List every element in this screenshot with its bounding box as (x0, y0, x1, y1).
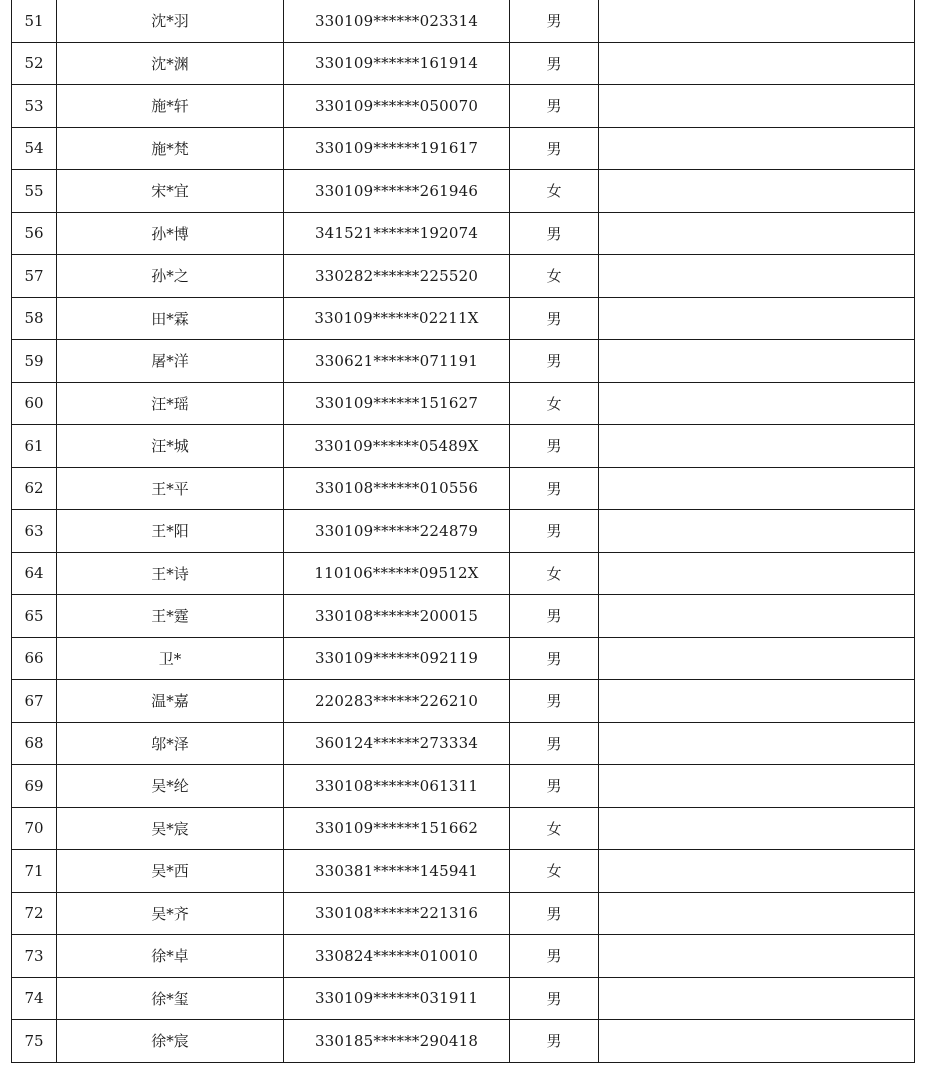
gender-cell: 男 (510, 892, 599, 935)
table-row (12, 552, 915, 595)
row-number-cell: 75 (12, 1020, 57, 1063)
id-number-cell: 330109******023314 (284, 0, 510, 42)
table-row (12, 637, 915, 680)
remarks-cell (599, 722, 915, 765)
name-cell: 屠*洋 (57, 340, 284, 383)
gender-cell: 男 (510, 510, 599, 553)
gender-cell: 男 (510, 340, 599, 383)
id-number-cell: 330109******151627 (284, 382, 510, 425)
table-row (12, 977, 915, 1020)
id-number-cell: 330824******010010 (284, 935, 510, 978)
remarks-cell (599, 42, 915, 85)
gender-cell: 女 (510, 382, 599, 425)
row-number-cell: 72 (12, 892, 57, 935)
remarks-cell (599, 680, 915, 723)
remarks-cell (599, 340, 915, 383)
name-cell: 宋*宜 (57, 170, 284, 213)
row-number-cell: 74 (12, 977, 57, 1020)
name-cell: 沈*渊 (57, 42, 284, 85)
name-cell: 汪*瑶 (57, 382, 284, 425)
remarks-cell (599, 510, 915, 553)
remarks-cell (599, 382, 915, 425)
id-number-cell: 330282******225520 (284, 255, 510, 298)
table-row (12, 0, 915, 42)
gender-cell: 男 (510, 977, 599, 1020)
id-number-cell: 330109******02211X (284, 297, 510, 340)
row-number-cell: 65 (12, 595, 57, 638)
row-number-cell: 68 (12, 722, 57, 765)
name-cell: 王*诗 (57, 552, 284, 595)
name-cell: 王*阳 (57, 510, 284, 553)
row-number-cell: 55 (12, 170, 57, 213)
id-number-cell: 330109******05489X (284, 425, 510, 468)
remarks-cell (599, 850, 915, 893)
table-row (12, 255, 915, 298)
gender-cell: 男 (510, 1020, 599, 1063)
table-row (12, 595, 915, 638)
remarks-cell (599, 1020, 915, 1063)
id-number-cell: 110106******09512X (284, 552, 510, 595)
table-row (12, 170, 915, 213)
remarks-cell (599, 85, 915, 128)
gender-cell: 女 (510, 850, 599, 893)
table-row (12, 467, 915, 510)
name-cell: 孙*博 (57, 212, 284, 255)
table-row (12, 510, 915, 553)
name-cell: 邬*泽 (57, 722, 284, 765)
table-row (12, 807, 915, 850)
id-number-cell: 360124******273334 (284, 722, 510, 765)
remarks-cell (599, 467, 915, 510)
row-number-cell: 60 (12, 382, 57, 425)
gender-cell: 女 (510, 807, 599, 850)
table-row (12, 127, 915, 170)
remarks-cell (599, 297, 915, 340)
roster-table-body (12, 0, 915, 1062)
gender-cell: 男 (510, 595, 599, 638)
id-number-cell: 330621******071191 (284, 340, 510, 383)
table-row (12, 212, 915, 255)
gender-cell: 男 (510, 637, 599, 680)
table-row (12, 425, 915, 468)
row-number-cell: 67 (12, 680, 57, 723)
table-row (12, 765, 915, 808)
name-cell: 徐*宸 (57, 1020, 284, 1063)
id-number-cell: 341521******192074 (284, 212, 510, 255)
row-number-cell: 61 (12, 425, 57, 468)
row-number-cell: 58 (12, 297, 57, 340)
table-row (12, 42, 915, 85)
table-row (12, 1020, 915, 1063)
gender-cell: 男 (510, 722, 599, 765)
remarks-cell (599, 637, 915, 680)
name-cell: 卫* (57, 637, 284, 680)
row-number-cell: 63 (12, 510, 57, 553)
remarks-cell (599, 892, 915, 935)
id-number-cell: 330108******010556 (284, 467, 510, 510)
table-row (12, 340, 915, 383)
table-row (12, 935, 915, 978)
gender-cell: 男 (510, 467, 599, 510)
gender-cell: 男 (510, 85, 599, 128)
gender-cell: 男 (510, 425, 599, 468)
remarks-cell (599, 212, 915, 255)
name-cell: 沈*羽 (57, 0, 284, 42)
name-cell: 王*平 (57, 467, 284, 510)
gender-cell: 男 (510, 0, 599, 42)
remarks-cell (599, 552, 915, 595)
id-number-cell: 330109******151662 (284, 807, 510, 850)
gender-cell: 男 (510, 42, 599, 85)
remarks-cell (599, 977, 915, 1020)
id-number-cell: 330109******092119 (284, 637, 510, 680)
row-number-cell: 57 (12, 255, 57, 298)
row-number-cell: 62 (12, 467, 57, 510)
remarks-cell (599, 170, 915, 213)
roster-table (11, 0, 915, 1063)
name-cell: 吴*西 (57, 850, 284, 893)
name-cell: 田*霖 (57, 297, 284, 340)
row-number-cell: 64 (12, 552, 57, 595)
row-number-cell: 59 (12, 340, 57, 383)
gender-cell: 女 (510, 552, 599, 595)
gender-cell: 男 (510, 127, 599, 170)
name-cell: 孙*之 (57, 255, 284, 298)
table-row (12, 297, 915, 340)
name-cell: 汪*城 (57, 425, 284, 468)
row-number-cell: 52 (12, 42, 57, 85)
remarks-cell (599, 595, 915, 638)
id-number-cell: 330109******161914 (284, 42, 510, 85)
table-row (12, 85, 915, 128)
row-number-cell: 71 (12, 850, 57, 893)
table-row (12, 722, 915, 765)
row-number-cell: 51 (12, 0, 57, 42)
row-number-cell: 66 (12, 637, 57, 680)
id-number-cell: 220283******226210 (284, 680, 510, 723)
remarks-cell (599, 0, 915, 42)
table-row (12, 680, 915, 723)
gender-cell: 男 (510, 765, 599, 808)
table-row (12, 850, 915, 893)
table-row (12, 892, 915, 935)
name-cell: 徐*玺 (57, 977, 284, 1020)
remarks-cell (599, 765, 915, 808)
gender-cell: 女 (510, 170, 599, 213)
name-cell: 徐*卓 (57, 935, 284, 978)
remarks-cell (599, 807, 915, 850)
gender-cell: 男 (510, 935, 599, 978)
id-number-cell: 330108******061311 (284, 765, 510, 808)
id-number-cell: 330109******031911 (284, 977, 510, 1020)
gender-cell: 男 (510, 212, 599, 255)
id-number-cell: 330185******290418 (284, 1020, 510, 1063)
gender-cell: 男 (510, 680, 599, 723)
name-cell: 王*霆 (57, 595, 284, 638)
row-number-cell: 70 (12, 807, 57, 850)
name-cell: 温*嘉 (57, 680, 284, 723)
name-cell: 吴*纶 (57, 765, 284, 808)
id-number-cell: 330109******224879 (284, 510, 510, 553)
id-number-cell: 330109******191617 (284, 127, 510, 170)
name-cell: 施*梵 (57, 127, 284, 170)
remarks-cell (599, 425, 915, 468)
name-cell: 吴*齐 (57, 892, 284, 935)
row-number-cell: 56 (12, 212, 57, 255)
table-row (12, 382, 915, 425)
id-number-cell: 330109******050070 (284, 85, 510, 128)
name-cell: 吴*宸 (57, 807, 284, 850)
remarks-cell (599, 935, 915, 978)
id-number-cell: 330108******200015 (284, 595, 510, 638)
gender-cell: 男 (510, 297, 599, 340)
id-number-cell: 330381******145941 (284, 850, 510, 893)
id-number-cell: 330108******221316 (284, 892, 510, 935)
remarks-cell (599, 127, 915, 170)
name-cell: 施*轩 (57, 85, 284, 128)
row-number-cell: 54 (12, 127, 57, 170)
id-number-cell: 330109******261946 (284, 170, 510, 213)
row-number-cell: 73 (12, 935, 57, 978)
remarks-cell (599, 255, 915, 298)
row-number-cell: 53 (12, 85, 57, 128)
gender-cell: 女 (510, 255, 599, 298)
row-number-cell: 69 (12, 765, 57, 808)
